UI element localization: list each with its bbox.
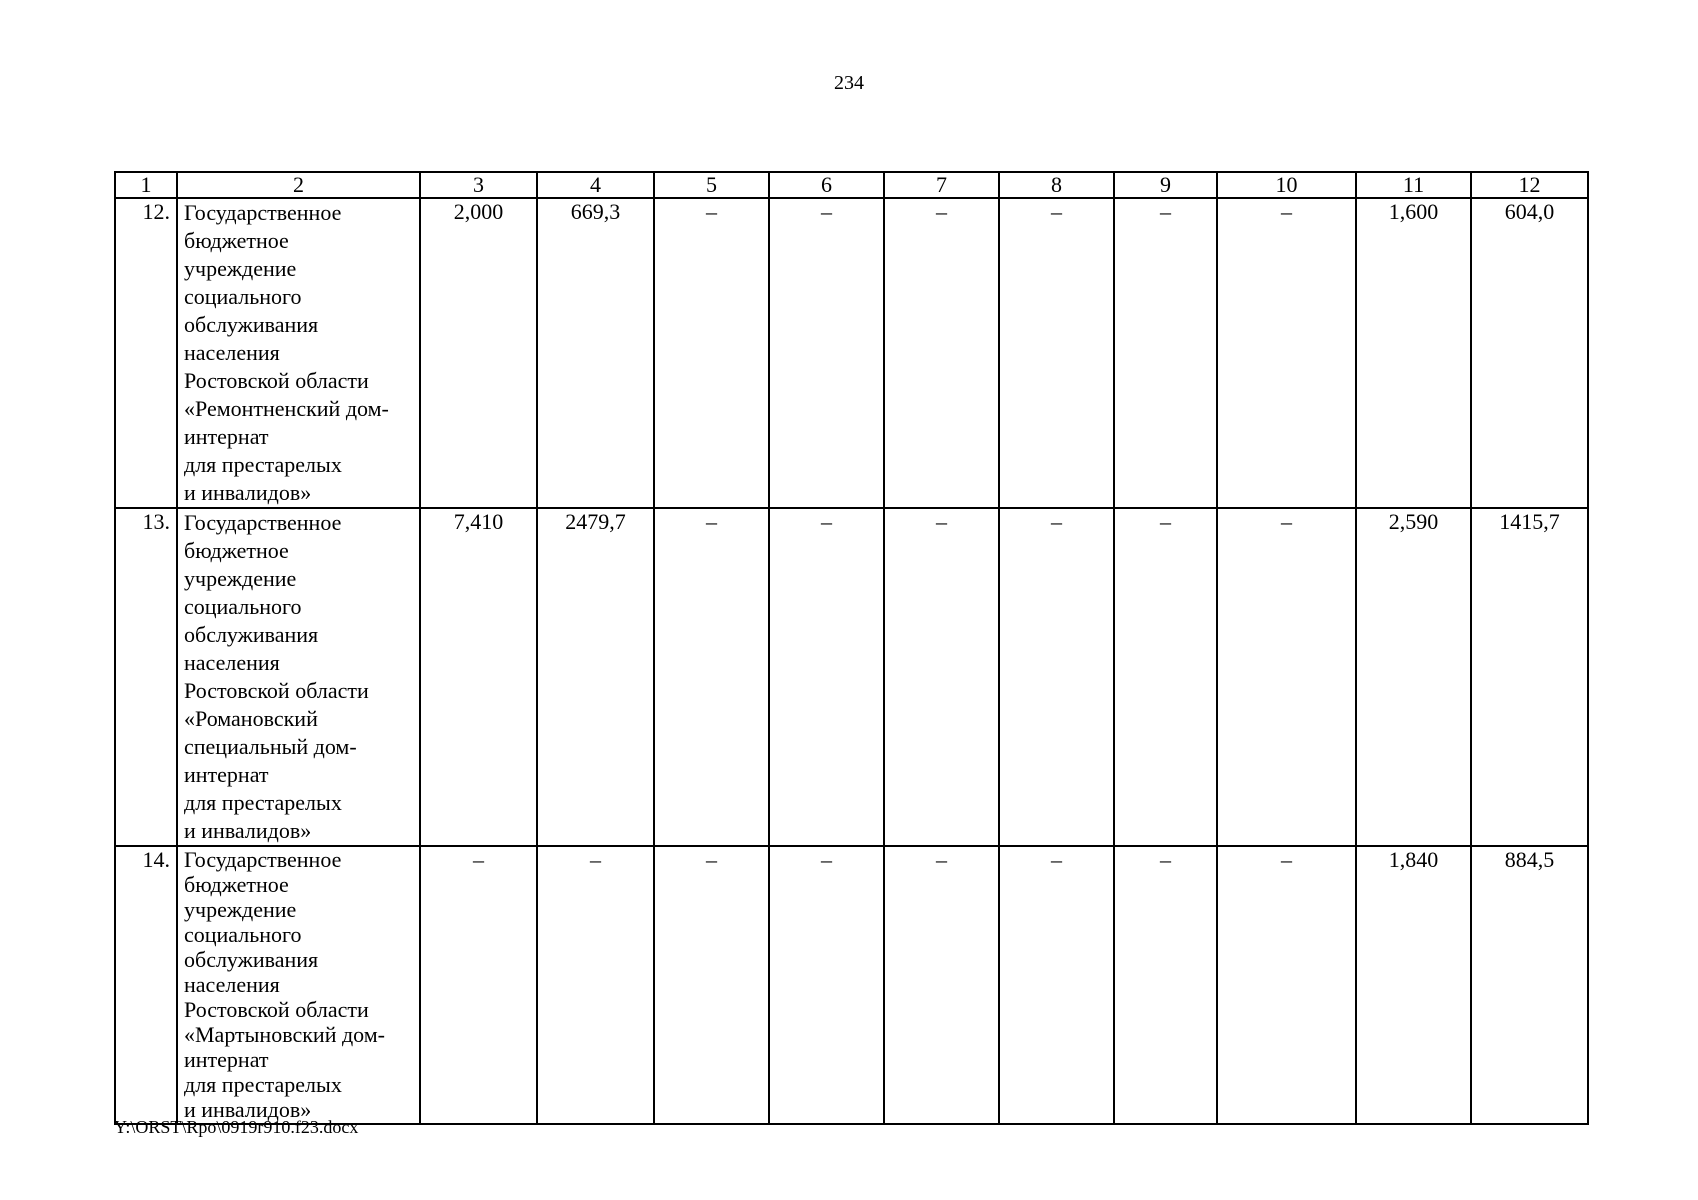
table-cell: – xyxy=(654,198,769,508)
header-cell: 9 xyxy=(1114,172,1217,198)
table-cell: – xyxy=(654,846,769,1124)
table-row xyxy=(115,508,1588,846)
header-cell: 3 xyxy=(420,172,537,198)
table-cell: 669,3 xyxy=(537,198,654,508)
header-row xyxy=(115,172,1588,198)
table-cell: – xyxy=(1114,198,1217,508)
table-row xyxy=(115,846,1588,1124)
table-cell: 1,840 xyxy=(1356,846,1471,1124)
table-cell: 2,590 xyxy=(1356,508,1471,846)
header-cell: 7 xyxy=(884,172,999,198)
table-cell: 2479,7 xyxy=(537,508,654,846)
table-cell: – xyxy=(769,846,884,1124)
table-cell: 2,000 xyxy=(420,198,537,508)
table-cell: – xyxy=(1114,508,1217,846)
table-cell: 7,410 xyxy=(420,508,537,846)
table-cell: – xyxy=(654,508,769,846)
table-cell: 884,5 xyxy=(1471,846,1588,1124)
row-number: 12. xyxy=(115,198,177,508)
table-cell: – xyxy=(1114,846,1217,1124)
table-cell: 1415,7 xyxy=(1471,508,1588,846)
table-cell: – xyxy=(769,508,884,846)
data-table xyxy=(114,171,1589,1125)
file-path-footer: Y:\ORST\Rpo\0919r910.f23.docx xyxy=(114,1117,359,1137)
header-cell: 1 xyxy=(115,172,177,198)
table-cell: 604,0 xyxy=(1471,198,1588,508)
table-cell: – xyxy=(999,846,1114,1124)
header-cell: 11 xyxy=(1356,172,1471,198)
institution-name: Государственное бюджетное учреждение социального обслуживания населения Ростовской области «Романовский специальный дом- интернат для престарелых и инвалидов» xyxy=(177,508,420,846)
table-cell: – xyxy=(999,508,1114,846)
table-row xyxy=(115,198,1588,508)
table-cell: – xyxy=(1217,198,1356,508)
header-cell: 5 xyxy=(654,172,769,198)
row-number: 13. xyxy=(115,508,177,846)
table-cell: – xyxy=(1217,846,1356,1124)
table-cell: 1,600 xyxy=(1356,198,1471,508)
institution-name: Государственное бюджетное учреждение социального обслуживания населения Ростовской области «Ремонтненский дом- интернат для престарелых и инвалидов» xyxy=(177,198,420,508)
table-cell: – xyxy=(884,198,999,508)
table-cell: – xyxy=(884,846,999,1124)
header-cell: 6 xyxy=(769,172,884,198)
table-cell: – xyxy=(999,198,1114,508)
row-number: 14. xyxy=(115,846,177,1124)
header-cell: 8 xyxy=(999,172,1114,198)
institution-name: Государственное бюджетное учреждение социального обслуживания населения Ростовской области «Мартыновский дом- интернат для престарелых и инвалидов» xyxy=(177,846,420,1124)
page-number: 234 xyxy=(834,72,864,94)
header-cell: 4 xyxy=(537,172,654,198)
header-cell: 10 xyxy=(1217,172,1356,198)
table-cell: – xyxy=(537,846,654,1124)
table-cell: – xyxy=(420,846,537,1124)
header-cell: 12 xyxy=(1471,172,1588,198)
table-cell: – xyxy=(769,198,884,508)
table-cell: – xyxy=(1217,508,1356,846)
table-cell: – xyxy=(884,508,999,846)
header-cell: 2 xyxy=(177,172,420,198)
